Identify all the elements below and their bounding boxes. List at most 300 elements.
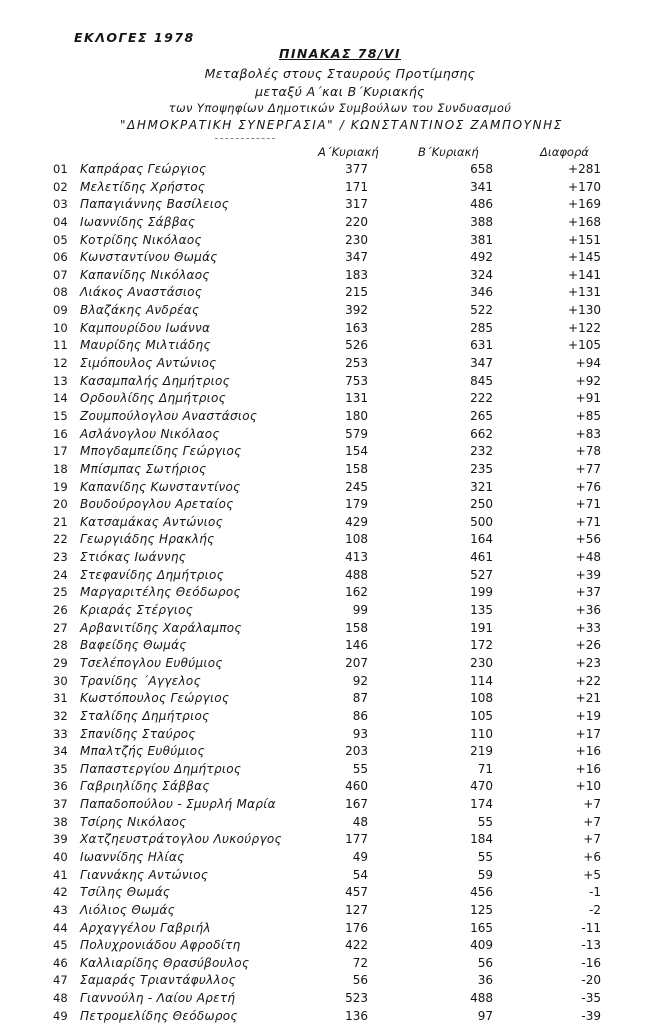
first-sunday-votes: 92 (352, 673, 368, 688)
first-sunday-votes: 99 (352, 603, 368, 618)
row-number: 28 (53, 638, 68, 653)
second-sunday-votes: 55 (477, 814, 493, 829)
candidate-name: Μελετίδης Χρήστος (80, 179, 206, 194)
candidate-name: Μπογδαμπείδης Γεώργιος (80, 444, 242, 459)
second-sunday-votes: 199 (470, 585, 493, 600)
row-number: 18 (53, 461, 68, 476)
candidate-name: Τρανίδης ΄Αγγελος (80, 673, 201, 688)
vote-difference: +122 (568, 320, 601, 335)
row-number: 15 (53, 408, 68, 423)
first-sunday-votes: 317 (345, 197, 368, 212)
second-sunday-votes: 285 (470, 320, 493, 335)
first-sunday-votes: 177 (345, 832, 368, 847)
vote-difference: +56 (575, 532, 601, 547)
candidate-name: Ιωαννίδης Ηλίας (80, 849, 185, 864)
row-number: 04 (53, 214, 68, 229)
table-row (0, 779, 650, 797)
row-number: 07 (53, 267, 68, 282)
row-number: 25 (53, 585, 68, 600)
row-number: 09 (53, 303, 68, 318)
candidate-name: Κωνσταντίνου Θωμάς (80, 250, 218, 265)
second-sunday-votes: 522 (470, 303, 493, 318)
column-header-first-sunday: Α΄Κυριακή (318, 145, 379, 159)
first-sunday-votes: 579 (345, 426, 368, 441)
candidate-name: Μαυρίδης Μιλτιάδης (80, 338, 211, 353)
title-line-2: μεταξύ Α΄και Β΄Κυριακής (255, 84, 425, 99)
dashed-divider (215, 138, 275, 139)
second-sunday-votes: 36 (477, 973, 493, 988)
election-year-label: ΕΚΛΟΓΕΣ 1978 (74, 30, 195, 45)
row-number: 29 (53, 655, 68, 670)
second-sunday-votes: 71 (477, 761, 493, 776)
second-sunday-votes: 500 (470, 514, 493, 529)
candidate-name: Γιαννάκης Αντώνιος (80, 867, 209, 882)
candidate-name: Τσίλης Θωμάς (80, 885, 171, 900)
second-sunday-votes: 250 (470, 497, 493, 512)
row-number: 37 (53, 797, 68, 812)
title-line-3: των Υποψηφίων Δημοτικών Συμβούλων του Συνδυασμού (168, 101, 512, 115)
second-sunday-votes: 265 (470, 408, 493, 423)
second-sunday-votes: 631 (470, 338, 493, 353)
table-row (0, 480, 650, 498)
first-sunday-votes: 183 (345, 267, 368, 282)
vote-difference: -39 (581, 1008, 601, 1023)
candidate-name: Κοτρίδης Νικόλαος (80, 232, 202, 247)
vote-difference: +16 (575, 744, 601, 759)
candidate-name: Καλλιαρίδης Θρασύβουλος (80, 955, 250, 970)
candidate-name: Γιαννούλη - Λαίου Αρετή (80, 991, 236, 1006)
table-row (0, 921, 650, 939)
table-row (0, 638, 650, 656)
first-sunday-votes: 72 (352, 955, 368, 970)
candidate-name: Καπράρας Γεώργιος (80, 162, 207, 176)
vote-difference: +37 (575, 585, 601, 600)
second-sunday-votes: 184 (470, 832, 493, 847)
second-sunday-votes: 97 (477, 1008, 493, 1023)
vote-difference: +26 (575, 638, 601, 653)
table-row (0, 568, 650, 586)
table-row (0, 250, 650, 268)
first-sunday-votes: 55 (352, 761, 368, 776)
table-row (0, 656, 650, 674)
candidate-name: Μπαλτζής Ευθύμιος (80, 744, 205, 759)
first-sunday-votes: 162 (345, 585, 368, 600)
second-sunday-votes: 488 (470, 991, 493, 1006)
second-sunday-votes: 461 (470, 550, 493, 565)
table-row (0, 391, 650, 409)
table-row (0, 850, 650, 868)
vote-difference: -13 (581, 938, 601, 953)
first-sunday-votes: 158 (345, 620, 368, 635)
first-sunday-votes: 163 (345, 320, 368, 335)
vote-difference: +36 (575, 603, 601, 618)
first-sunday-votes: 131 (345, 391, 368, 406)
row-number: 36 (53, 779, 68, 794)
first-sunday-votes: 460 (345, 779, 368, 794)
second-sunday-votes: 59 (477, 867, 493, 882)
second-sunday-votes: 105 (470, 708, 493, 723)
vote-difference: +77 (575, 461, 601, 476)
table-row (0, 885, 650, 903)
second-sunday-votes: 662 (470, 426, 493, 441)
row-number: 08 (53, 285, 68, 300)
vote-difference: +78 (575, 444, 601, 459)
candidate-name: Σαμαράς Τριαντάφυλλος (80, 973, 236, 988)
candidate-name: Ασλάνογλου Νικόλαος (80, 426, 220, 441)
candidate-name: Σταλίδης Δημήτριος (80, 708, 210, 723)
table-row (0, 321, 650, 339)
row-number: 13 (53, 373, 68, 388)
candidate-name: Μαργαριτέλης Θεόδωρος (80, 585, 241, 600)
second-sunday-votes: 125 (470, 902, 493, 917)
vote-difference: -2 (589, 902, 601, 917)
second-sunday-votes: 346 (470, 285, 493, 300)
row-number: 45 (53, 938, 68, 953)
row-number: 33 (53, 726, 68, 741)
candidate-name: Ορδουλίδης Δημήτριος (80, 391, 226, 406)
vote-difference: -20 (581, 973, 601, 988)
first-sunday-votes: 253 (345, 356, 368, 371)
vote-difference: +92 (575, 373, 601, 388)
table-row (0, 585, 650, 603)
candidate-name: Γαβριηλίδης Σάββας (80, 779, 210, 794)
table-row (0, 180, 650, 198)
vote-difference: +169 (568, 197, 601, 212)
first-sunday-votes: 392 (345, 303, 368, 318)
candidate-name: Παπαγιάννης Βασίλειος (80, 197, 230, 212)
vote-difference: +281 (568, 162, 601, 176)
second-sunday-votes: 232 (470, 444, 493, 459)
row-number: 38 (53, 814, 68, 829)
table-row (0, 374, 650, 392)
first-sunday-votes: 158 (345, 461, 368, 476)
row-number: 17 (53, 444, 68, 459)
vote-difference: +7 (583, 797, 601, 812)
table-row (0, 427, 650, 445)
table-row (0, 709, 650, 727)
candidate-name: Βλαζάκης Ανδρέας (80, 303, 200, 318)
vote-difference: +91 (575, 391, 601, 406)
second-sunday-votes: 235 (470, 461, 493, 476)
second-sunday-votes: 230 (470, 655, 493, 670)
vote-difference: +141 (568, 267, 601, 282)
vote-difference: +71 (575, 514, 601, 529)
second-sunday-votes: 222 (470, 391, 493, 406)
candidate-table (0, 162, 650, 1026)
vote-difference: +94 (575, 356, 601, 371)
first-sunday-votes: 167 (345, 797, 368, 812)
table-row (0, 973, 650, 991)
second-sunday-votes: 527 (470, 567, 493, 582)
vote-difference: +39 (575, 567, 601, 582)
second-sunday-votes: 324 (470, 267, 493, 282)
table-row (0, 868, 650, 886)
candidate-name: Τσελέπογλου Ευθύμιος (80, 655, 223, 670)
second-sunday-votes: 845 (470, 373, 493, 388)
row-number: 05 (53, 232, 68, 247)
row-number: 31 (53, 691, 68, 706)
row-number: 11 (53, 338, 68, 353)
candidate-name: Χατζηευστράτογλου Λυκούργος (80, 832, 282, 847)
table-row (0, 338, 650, 356)
table-row (0, 285, 650, 303)
vote-difference: +7 (583, 832, 601, 847)
vote-difference: +16 (575, 761, 601, 776)
first-sunday-votes: 429 (345, 514, 368, 529)
candidate-name: Αρβανιτίδης Χαράλαμπος (80, 620, 242, 635)
row-number: 23 (53, 550, 68, 565)
first-sunday-votes: 422 (345, 938, 368, 953)
vote-difference: +145 (568, 250, 601, 265)
second-sunday-votes: 174 (470, 797, 493, 812)
row-number: 48 (53, 991, 68, 1006)
vote-difference: +130 (568, 303, 601, 318)
row-number: 21 (53, 514, 68, 529)
table-row (0, 197, 650, 215)
vote-difference: +10 (575, 779, 601, 794)
candidate-name: Καμπουρίδου Ιωάννα (80, 320, 211, 335)
table-row (0, 621, 650, 639)
table-row (0, 497, 650, 515)
table-number-title: ΠΙΝΑΚΑΣ 78/VI (279, 46, 401, 61)
second-sunday-votes: 56 (477, 955, 493, 970)
row-number: 35 (53, 761, 68, 776)
second-sunday-votes: 55 (477, 849, 493, 864)
candidate-name: Στεφανίδης Δημήτριος (80, 567, 225, 582)
vote-difference: +23 (575, 655, 601, 670)
candidate-name: Σιμόπουλος Αντώνιος (80, 356, 217, 371)
second-sunday-votes: 409 (470, 938, 493, 953)
table-row (0, 603, 650, 621)
candidate-name: Πετρομελίδης Θεόδωρος (80, 1008, 238, 1023)
first-sunday-votes: 176 (345, 920, 368, 935)
vote-difference: +5 (583, 867, 601, 882)
vote-difference: +22 (575, 673, 601, 688)
row-number: 40 (53, 849, 68, 864)
table-row (0, 744, 650, 762)
vote-difference: +7 (583, 814, 601, 829)
vote-difference: +19 (575, 708, 601, 723)
table-row (0, 903, 650, 921)
table-row (0, 162, 650, 180)
first-sunday-votes: 207 (345, 655, 368, 670)
row-number: 44 (53, 920, 68, 935)
table-row (0, 409, 650, 427)
first-sunday-votes: 180 (345, 408, 368, 423)
candidate-name: Ιωαννίδης Σάββας (80, 214, 196, 229)
table-row (0, 356, 650, 374)
vote-difference: +151 (568, 232, 601, 247)
column-header-second-sunday: Β΄Κυριακή (418, 145, 479, 159)
table-row (0, 991, 650, 1009)
vote-difference: -11 (581, 920, 601, 935)
candidate-name: Αρχαγγέλου Γαβριήλ (80, 920, 211, 935)
column-header-difference: Διαφορά (540, 145, 589, 159)
table-row (0, 550, 650, 568)
vote-difference: +85 (575, 408, 601, 423)
second-sunday-votes: 110 (470, 726, 493, 741)
vote-difference: +17 (575, 726, 601, 741)
vote-difference: +6 (583, 849, 601, 864)
second-sunday-votes: 164 (470, 532, 493, 547)
second-sunday-votes: 492 (470, 250, 493, 265)
vote-difference: +21 (575, 691, 601, 706)
first-sunday-votes: 245 (345, 479, 368, 494)
table-row (0, 1009, 650, 1027)
candidate-name: Λιόλιος Θωμάς (80, 902, 175, 917)
vote-difference: -1 (589, 885, 601, 900)
candidate-name: Τσίρης Νικόλαος (80, 814, 187, 829)
second-sunday-votes: 341 (470, 179, 493, 194)
first-sunday-votes: 215 (345, 285, 368, 300)
row-number: 01 (53, 162, 68, 176)
table-row (0, 938, 650, 956)
row-number: 26 (53, 603, 68, 618)
row-number: 02 (53, 179, 68, 194)
first-sunday-votes: 86 (352, 708, 368, 723)
row-number: 14 (53, 391, 68, 406)
candidate-name: Σπανίδης Σταύρος (80, 726, 196, 741)
candidate-name: Λιάκος Αναστάσιος (80, 285, 203, 300)
vote-difference: +168 (568, 214, 601, 229)
row-number: 43 (53, 902, 68, 917)
first-sunday-votes: 179 (345, 497, 368, 512)
second-sunday-votes: 388 (470, 214, 493, 229)
table-row (0, 815, 650, 833)
row-number: 41 (53, 867, 68, 882)
candidate-name: Βουδούρογλου Αρεταίος (80, 497, 234, 512)
second-sunday-votes: 381 (470, 232, 493, 247)
table-row (0, 832, 650, 850)
row-number: 12 (53, 356, 68, 371)
row-number: 24 (53, 567, 68, 582)
candidate-name: Κριαράς Στέργιος (80, 603, 194, 618)
vote-difference: +105 (568, 338, 601, 353)
row-number: 32 (53, 708, 68, 723)
vote-difference: +131 (568, 285, 601, 300)
first-sunday-votes: 48 (352, 814, 368, 829)
table-row (0, 727, 650, 745)
vote-difference: +83 (575, 426, 601, 441)
row-number: 46 (53, 955, 68, 970)
first-sunday-votes: 154 (345, 444, 368, 459)
second-sunday-votes: 172 (470, 638, 493, 653)
row-number: 03 (53, 197, 68, 212)
vote-difference: +48 (575, 550, 601, 565)
second-sunday-votes: 456 (470, 885, 493, 900)
candidate-name: Κωστόπουλος Γεώργιος (80, 691, 230, 706)
candidate-name: Κασαμπαλής Δημήτριος (80, 373, 230, 388)
candidate-name: Καπανίδης Κωνσταντίνος (80, 479, 241, 494)
vote-difference: -35 (581, 991, 601, 1006)
first-sunday-votes: 203 (345, 744, 368, 759)
row-number: 10 (53, 320, 68, 335)
row-number: 49 (53, 1008, 68, 1023)
candidate-name: Πολυχρονιάδου Αφροδίτη (80, 938, 241, 953)
vote-difference: +170 (568, 179, 601, 194)
row-number: 30 (53, 673, 68, 688)
second-sunday-votes: 658 (470, 162, 493, 176)
first-sunday-votes: 488 (345, 567, 368, 582)
first-sunday-votes: 127 (345, 902, 368, 917)
first-sunday-votes: 753 (345, 373, 368, 388)
table-row (0, 215, 650, 233)
second-sunday-votes: 470 (470, 779, 493, 794)
table-row (0, 691, 650, 709)
table-row (0, 956, 650, 974)
second-sunday-votes: 191 (470, 620, 493, 635)
row-number: 39 (53, 832, 68, 847)
candidate-name: Κατσαμάκας Αντώνιος (80, 514, 223, 529)
candidate-name: Ζουμπούλογλου Αναστάσιος (80, 408, 258, 423)
table-row (0, 532, 650, 550)
vote-difference: +71 (575, 497, 601, 512)
first-sunday-votes: 347 (345, 250, 368, 265)
candidate-name: Παπαδοπούλου - Σμυρλή Μαρία (80, 797, 276, 812)
table-row (0, 797, 650, 815)
second-sunday-votes: 219 (470, 744, 493, 759)
row-number: 42 (53, 885, 68, 900)
first-sunday-votes: 413 (345, 550, 368, 565)
first-sunday-votes: 220 (345, 214, 368, 229)
first-sunday-votes: 87 (352, 691, 368, 706)
second-sunday-votes: 114 (470, 673, 493, 688)
candidate-name: Στιόκας Ιωάννης (80, 550, 187, 565)
table-row (0, 303, 650, 321)
first-sunday-votes: 457 (345, 885, 368, 900)
row-number: 22 (53, 532, 68, 547)
table-row (0, 444, 650, 462)
candidate-name: Γεωργιάδης Ηρακλής (80, 532, 215, 547)
second-sunday-votes: 165 (470, 920, 493, 935)
table-row (0, 674, 650, 692)
first-sunday-votes: 56 (352, 973, 368, 988)
second-sunday-votes: 321 (470, 479, 493, 494)
first-sunday-votes: 523 (345, 991, 368, 1006)
table-row (0, 462, 650, 480)
candidate-name: Παπαστεργίου Δημήτριος (80, 761, 242, 776)
row-number: 34 (53, 744, 68, 759)
vote-difference: +76 (575, 479, 601, 494)
second-sunday-votes: 347 (470, 356, 493, 371)
first-sunday-votes: 108 (345, 532, 368, 547)
row-number: 20 (53, 497, 68, 512)
second-sunday-votes: 135 (470, 603, 493, 618)
table-row (0, 515, 650, 533)
first-sunday-votes: 49 (352, 849, 368, 864)
candidate-name: Βαφείδης Θωμάς (80, 638, 187, 653)
first-sunday-votes: 526 (345, 338, 368, 353)
row-number: 47 (53, 973, 68, 988)
candidate-name: Μπίσμπας Σωτήριος (80, 461, 207, 476)
row-number: 19 (53, 479, 68, 494)
candidate-name: Καπανίδης Νικόλαος (80, 267, 210, 282)
first-sunday-votes: 54 (352, 867, 368, 882)
first-sunday-votes: 171 (345, 179, 368, 194)
first-sunday-votes: 230 (345, 232, 368, 247)
table-row (0, 268, 650, 286)
first-sunday-votes: 377 (345, 162, 368, 176)
vote-difference: +33 (575, 620, 601, 635)
table-row (0, 233, 650, 251)
row-number: 06 (53, 250, 68, 265)
second-sunday-votes: 108 (470, 691, 493, 706)
row-number: 16 (53, 426, 68, 441)
title-line-1: Μεταβολές στους Σταυρούς Προτίμησης (204, 66, 476, 81)
table-row (0, 762, 650, 780)
second-sunday-votes: 486 (470, 197, 493, 212)
title-line-4: "ΔΗΜΟΚΡΑΤΙΚΗ ΣΥΝΕΡΓΑΣΙΑ" / ΚΩΝΣΤΑΝΤΙΝΟΣ ΖΑΜΠΟΥΝΗΣ (120, 118, 563, 132)
